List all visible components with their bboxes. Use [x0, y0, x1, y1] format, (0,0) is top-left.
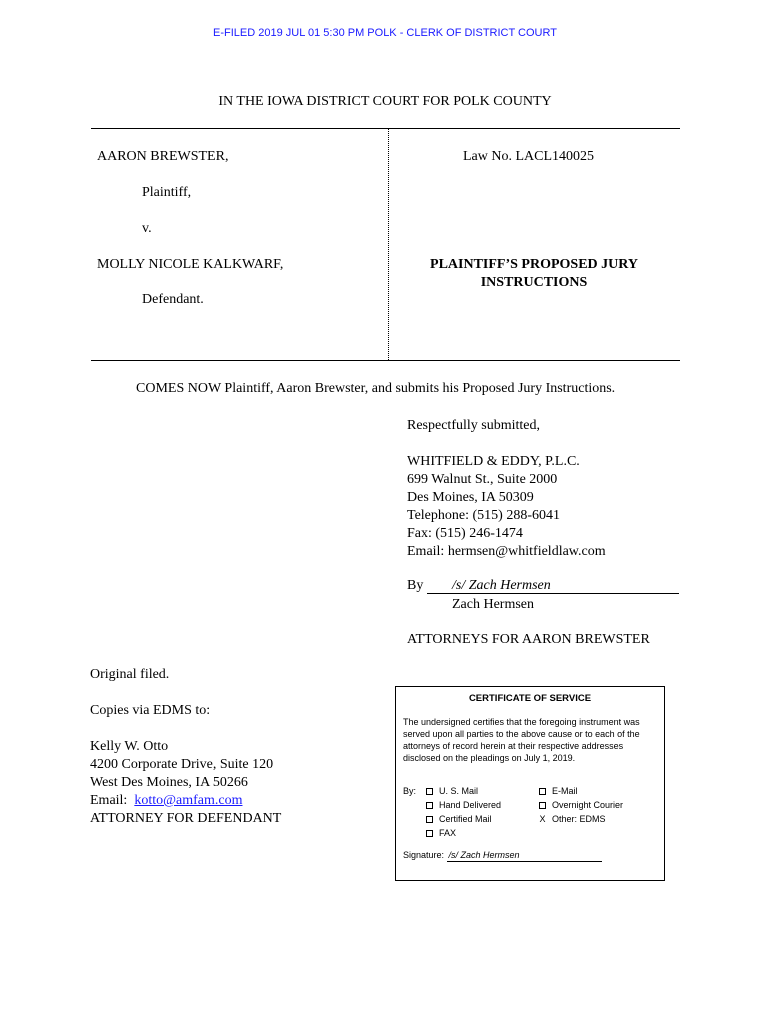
respectfully-submitted: Respectfully submitted,	[407, 418, 540, 433]
option-overnight-courier[interactable]	[539, 799, 623, 811]
option-other-edms[interactable]	[539, 813, 606, 825]
certificate-by-label: By:	[403, 786, 417, 796]
efiled-stamp: E-FILED 2019 JUL 01 5:30 PM POLK - CLERK OF DISTRICT COURT	[213, 27, 557, 39]
firm-telephone: Telephone: (515) 288-6041	[407, 508, 560, 523]
court-heading: IN THE IOWA DISTRICT COURT FOR POLK COUNTY	[218, 94, 552, 109]
caption-bottom-rule	[91, 360, 680, 361]
service-recipient	[90, 738, 281, 828]
option-email[interactable]	[539, 785, 578, 797]
recipient-role: ATTORNEY FOR DEFENDANT	[90, 811, 282, 826]
certificate-of-service	[395, 686, 665, 881]
firm-block	[407, 453, 606, 561]
certificate-text: The undersigned certifies that the foregoing instrument was served upon all parties to the above cause or to each of the attorneys of record herein at their respective addresses disclosed on the pleadings on July 1, 2019.	[403, 717, 640, 763]
copies-via: Copies via EDMS to:	[90, 703, 211, 718]
checked-x-icon[interactable]: X	[539, 814, 546, 824]
option-label: Other: EDMS	[552, 814, 606, 824]
option-label: Overnight Courier	[552, 800, 624, 810]
plaintiff-role: Plaintiff,	[142, 185, 192, 200]
firm-address: 699 Walnut St., Suite 2000	[407, 472, 558, 487]
recipient-email-line	[90, 792, 281, 810]
option-certified-mail[interactable]	[426, 813, 492, 825]
recipient-address-2: West Des Moines, IA 50266	[90, 775, 248, 790]
certificate-signature	[403, 849, 602, 862]
recipient-email-link[interactable]: kotto@amfam.com	[134, 793, 243, 808]
caption-divider	[388, 129, 389, 360]
certificate-title: CERTIFICATE OF SERVICE	[468, 693, 592, 704]
signature-label: Signature:	[403, 850, 445, 860]
signature-value: /s/ Zach Hermsen	[447, 849, 602, 862]
versus-label: v.	[142, 221, 152, 236]
intro-paragraph: COMES NOW Plaintiff, Aaron Brewster, and submits his Proposed Jury Instructions.	[136, 381, 616, 396]
case-number: Law No. LACL140025	[463, 149, 595, 164]
defendant-name: MOLLY NICOLE KALKWARF,	[97, 257, 284, 272]
firm-name: WHITFIELD & EDDY, P.L.C.	[407, 454, 580, 469]
checkbox-icon[interactable]	[426, 788, 433, 795]
defendant-role: Defendant.	[142, 292, 204, 307]
option-label: U. S. Mail	[439, 786, 479, 796]
document-title-line-1: PLAINTIFF’S PROPOSED JURY	[430, 257, 638, 272]
recipient-address-1: 4200 Corporate Drive, Suite 120	[90, 757, 274, 772]
checkbox-icon[interactable]	[426, 802, 433, 809]
checkbox-icon[interactable]	[426, 816, 433, 823]
checkbox-icon[interactable]	[539, 788, 546, 795]
option-us-mail[interactable]	[426, 785, 478, 797]
option-label: Certified Mail	[439, 814, 492, 824]
option-label: FAX	[439, 828, 457, 838]
attorneys-for: ATTORNEYS FOR AARON BREWSTER	[407, 632, 650, 647]
option-label: Hand Delivered	[439, 800, 502, 810]
document-title-line-2: INSTRUCTIONS	[480, 275, 588, 290]
option-label: E-Mail	[552, 786, 578, 796]
checkbox-icon[interactable]	[426, 830, 433, 837]
recipient-email-label: Email:	[90, 793, 128, 808]
document-title	[392, 256, 676, 292]
plaintiff-name: AARON BREWSTER,	[97, 149, 229, 164]
option-hand-delivered[interactable]	[426, 799, 501, 811]
by-label: By	[407, 578, 424, 593]
recipient-name: Kelly W. Otto	[90, 739, 169, 754]
firm-email: Email: hermsen@whitfieldlaw.com	[407, 544, 606, 559]
checkbox-icon[interactable]	[539, 802, 546, 809]
firm-fax: Fax: (515) 246-1474	[407, 526, 523, 541]
attorney-signature: /s/ Zach Hermsen	[427, 577, 679, 594]
caption-top-rule	[91, 128, 680, 129]
attorney-name: Zach Hermsen	[452, 597, 535, 612]
original-filed: Original filed.	[90, 667, 170, 682]
firm-city: Des Moines, IA 50309	[407, 490, 534, 505]
option-fax[interactable]	[426, 827, 456, 839]
